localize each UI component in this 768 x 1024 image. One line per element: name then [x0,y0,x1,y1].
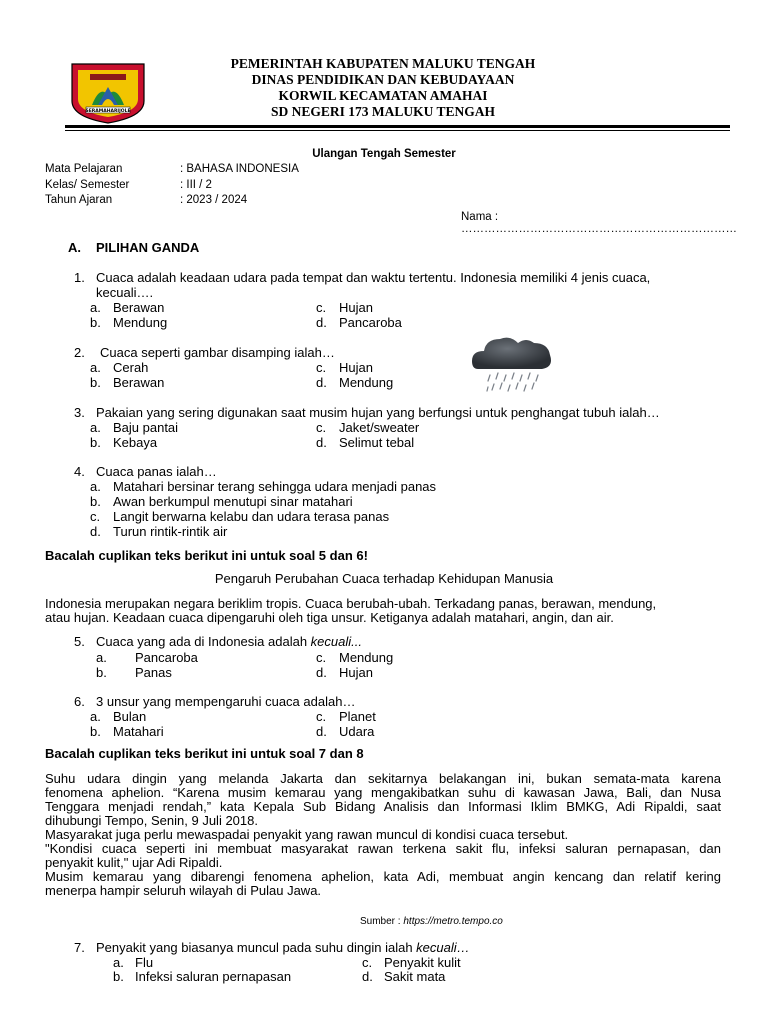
q6-option-b[interactable]: Matahari [113,724,164,739]
q6-text: 3 unsur yang mempengaruhi cuaca adalah… [96,694,356,709]
exam-title: Ulangan Tengah Semester [312,148,456,160]
passage2-line-8: Musim kemarau yang dibarengi fenomena aphelion, kata Adi, membuat angin kencang dan relatif kering [45,869,721,884]
q4-option-d[interactable]: Turun rintik-rintik air [113,524,228,539]
q1-text-cont: kecuali…. [96,285,154,300]
q5-option-a[interactable]: Pancaroba [135,650,198,665]
source-link[interactable]: https://metro.tempo.co [403,916,503,927]
section-marker: A. [68,240,81,255]
q3-option-b-letter: b. [90,435,101,450]
q3-number: 3. [74,405,85,420]
school-logo [68,61,148,124]
q7-option-b[interactable]: Infeksi saluran pernapasan [135,969,292,984]
q7-option-d[interactable]: Sakit mata [384,969,446,984]
passage2-line-3: Tenggara menjadi rendah,” kata Kepala Sub Bidang Analisis dan Informasi Iklim BMKG, Adi Ripaldi, saat [45,799,721,814]
letterhead-line-3: KORWIL KECAMATAN AMAHAI [278,88,488,103]
year-value: : 2023 / 2024 [180,194,248,206]
q4-option-a-letter: a. [90,479,101,494]
q5-option-b-letter: b. [96,665,107,680]
letterhead-rule-thick [65,125,730,128]
q2-number: 2. [74,345,85,360]
subject-value: : BAHASA INDONESIA [180,163,299,175]
student-name-field[interactable]: Nama : ……………………………………………………………… [461,211,737,235]
q2-option-b[interactable]: Berawan [113,375,165,390]
q1-option-a-letter: a. [90,300,101,315]
q5-option-d[interactable]: Hujan [339,665,373,680]
q7-option-c[interactable]: Penyakit kulit [384,955,461,970]
q4-option-a[interactable]: Matahari bersinar terang sehingga udara menjadi panas [113,479,437,494]
q3-option-d[interactable]: Selimut tebal [339,435,415,450]
q7-option-d-letter: d. [362,969,373,984]
q6-option-d-letter: d. [316,724,327,739]
passage2-line-2: fenomena aphelion. “Karena musim kemarau yang mengakibatkan suhu di kawasan Jawa, Bali, dan Nusa [45,785,721,800]
q2-option-d-letter: d. [316,375,327,390]
subject-label: Mata Pelajaran [45,163,123,175]
q3-option-b[interactable]: Kebaya [113,435,158,450]
q2-option-c-letter: c. [316,360,327,375]
q2-option-a[interactable]: Cerah [113,360,149,375]
q3-text: Pakaian yang sering digunakan saat musim hujan yang berfungsi untuk penghangat tubuh ialah… [96,405,660,420]
letterhead-rule-thin [65,130,730,131]
q5-option-a-letter: a. [96,650,107,665]
q7-text: Penyakit yang biasanya muncul pada suhu dingin ialah kecuali… [96,940,470,955]
q1-option-d[interactable]: Pancaroba [339,315,402,330]
q6-number: 6. [74,694,85,709]
q1-option-b-letter: b. [90,315,101,330]
q4-number: 4. [74,464,85,479]
class-label: Kelas/ Semester [45,179,130,191]
q3-option-a[interactable]: Baju pantai [113,420,179,435]
q4-option-c[interactable]: Langit berwarna kelabu dan udara terasa panas [113,509,390,524]
passage2-line-6: "Kondisi cuaca seperti ini membuat masyarakat rawan terkena sakit flu, infeksi saluran pernapasan, dan [45,841,721,856]
passage1-line-1: Indonesia merupakan negara beriklim tropis. Cuaca berubah-ubah. Terkadang panas, berawan, mendung, [45,596,657,611]
q1-option-a[interactable]: Berawan [113,300,165,315]
passage2-line-7: penyakit kulit," ujar Adi Ripaldi. [45,855,223,870]
letterhead-line-4: SD NEGERI 173 MALUKU TENGAH [270,104,496,119]
q6-option-b-letter: b. [90,724,101,739]
passage2-line-4: dihubungi Tempo, Senin, 9 Juli 2018. [45,813,258,828]
q5-option-c-letter: c. [316,650,327,665]
class-value: : III / 2 [180,179,212,191]
q7-option-a-letter: a. [113,955,124,970]
q2-option-a-letter: a. [90,360,101,375]
q4-option-b-letter: b. [90,494,101,509]
q4-text: Cuaca panas ialah… [96,464,217,479]
passage2-source: Sumber : https://metro.tempo.co [360,916,503,927]
q1-option-c[interactable]: Hujan [339,300,373,315]
passage1-title: Pengaruh Perubahan Cuaca terhadap Kehidupan Manusia [214,571,554,586]
q6-option-a-letter: a. [90,709,101,724]
q5-option-c[interactable]: Mendung [339,650,394,665]
passage1-line-2: atau hujan. Keadaan cuaca dipengaruhi oleh tiga unsur. Ketiganya adalah matahari, angin, dan air. [45,610,614,625]
q1-number: 1. [74,270,85,285]
q4-option-d-letter: d. [90,524,101,539]
q6-option-d[interactable]: Udara [339,724,375,739]
q2-text: Cuaca seperti gambar disamping ialah… [100,345,335,360]
q1-option-c-letter: c. [316,300,327,315]
q2-option-c[interactable]: Hujan [339,360,373,375]
q3-option-c[interactable]: Jaket/sweater [339,420,420,435]
q3-option-a-letter: a. [90,420,101,435]
passage2-line-1: Suhu udara dingin yang melanda Jakarta dan sekitarnya belakangan ini, bukan semata-mata karena [45,771,721,786]
section-title: PILIHAN GANDA [96,240,200,255]
q2-option-d[interactable]: Mendung [339,375,394,390]
q5-number: 5. [74,634,85,649]
letterhead-line-1: PEMERINTAH KABUPATEN MALUKU TENGAH [230,56,536,71]
q7-option-a[interactable]: Flu [135,955,154,970]
q1-text: Cuaca adalah keadaan udara pada tempat dan waktu tertentu. Indonesia memiliki 4 jenis cuaca, [96,270,651,285]
q4-option-c-letter: c. [90,509,101,524]
q1-option-b[interactable]: Mendung [113,315,168,330]
q6-option-c-letter: c. [316,709,327,724]
q1-option-d-letter: d. [316,315,327,330]
passage2-line-5: Masyarakat juga perlu mewaspadai penyakit yang rawan muncul di kondisi cuaca tersebut. [45,827,569,842]
q2-option-b-letter: b. [90,375,101,390]
year-label: Tahun Ajaran [45,194,113,206]
q6-option-c[interactable]: Planet [339,709,376,724]
passage2-line-9: menerpa hampir seluruh wilayah di Pulau Jawa. [45,883,322,898]
passage2-instruction: Bacalah cuplikan teks berikut ini untuk soal 7 dan 8 [45,746,364,761]
q3-option-c-letter: c. [316,420,327,435]
q5-option-d-letter: d. [316,665,327,680]
q4-option-b[interactable]: Awan berkumpul menutupi sinar matahari [113,494,353,509]
q7-option-c-letter: c. [362,955,373,970]
q7-number: 7. [74,940,85,955]
q6-option-a[interactable]: Bulan [113,709,147,724]
q3-option-d-letter: d. [316,435,327,450]
q5-option-b[interactable]: Panas [135,665,172,680]
logo-banner-text: SERAMAHARIJOLE [85,109,131,114]
rain-cloud-icon [470,333,554,395]
q5-text: Cuaca yang ada di Indonesia adalah kecuali... [96,634,362,649]
q7-option-b-letter: b. [113,969,124,984]
passage1-instruction: Bacalah cuplikan teks berikut ini untuk soal 5 dan 6! [45,548,368,563]
letterhead-line-2: DINAS PENDIDIKAN DAN KEBUDAYAAN [251,72,515,87]
